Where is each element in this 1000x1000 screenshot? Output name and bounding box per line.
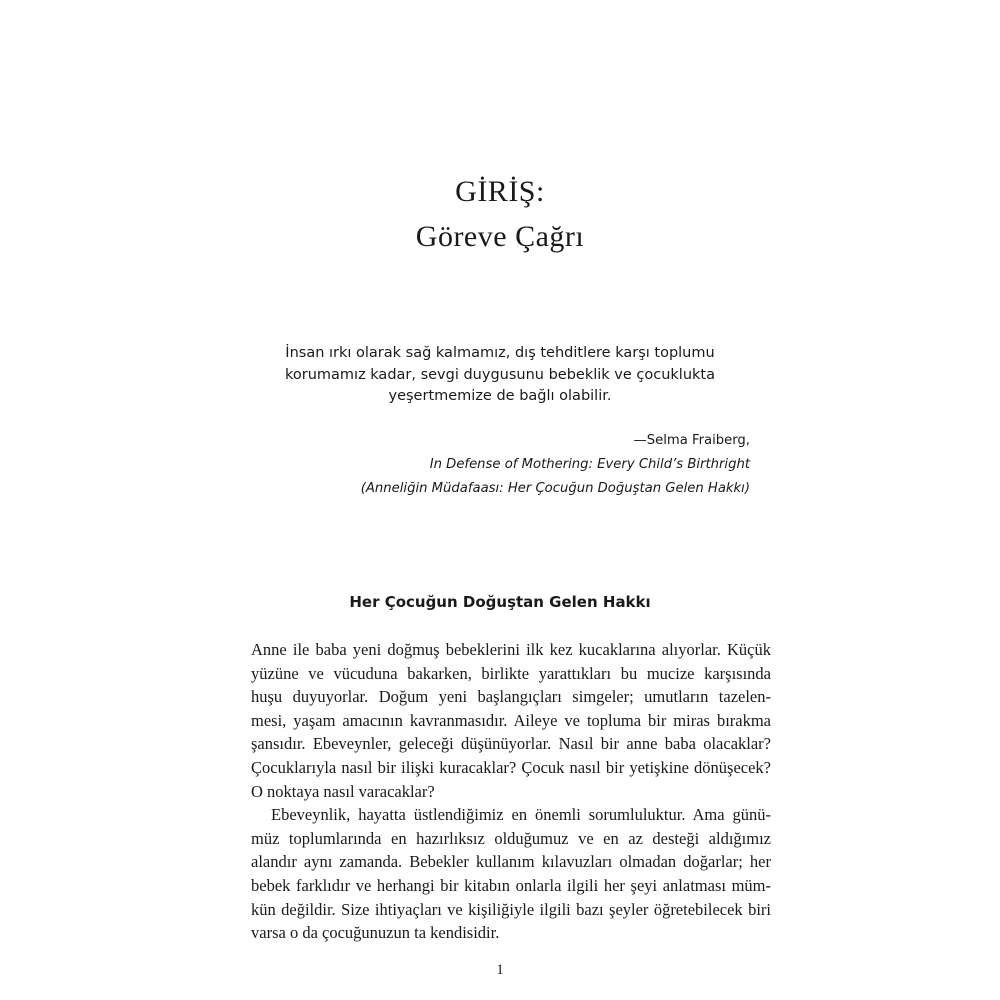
text-line: mesi, yaşam amacının kavranmasıdır. Aileye ve topluma bir miras bırakma — [251, 710, 771, 730]
text-line: yüzüne ve vücuduna bakarken, birlikte yarattıkları bu mucize karşısında — [251, 663, 771, 683]
page-number: 1 — [496, 962, 504, 978]
attribution-book-title-translation: (Anneliğin Müdafaası: Her Çocuğun Doğuştan Gelen Hakkı) — [360, 481, 750, 496]
text-line: Ebeveynlik, hayatta üstlendiğimiz en önemli sorumluluktur. Ama günü- — [271, 805, 771, 825]
epigraph-line: korumamız kadar, sevgi duygusunu bebeklik ve çocuklukta — [285, 366, 715, 383]
attribution-author: —Selma Fraiberg, — [633, 433, 750, 448]
section-heading: Her Çocuğun Doğuştan Gelen Hakkı — [349, 593, 651, 611]
text-line: O noktaya nasıl varacaklar? — [251, 781, 435, 801]
text-line: Çocuklarıyla nasıl bir ilişki kuracaklar? Çocuk nasıl bir yetişkine dönüşecek? — [251, 757, 771, 777]
paragraph-2 — [251, 803, 771, 945]
chapter-title-line-2: Göreve Çağrı — [415, 220, 585, 253]
epigraph-attribution — [361, 429, 750, 501]
text-line: şansıdır. Ebeveynler, geleceği düşünüyorlar. Nasıl bir anne baba olacaklar? — [251, 734, 771, 754]
text-line: varsa o da çocuğunuzun ta kendisidir. — [251, 923, 500, 943]
epigraph-line: yeşertmemize de bağlı olabilir. — [388, 388, 612, 404]
text-line: huşu duyuyorlar. Doğum yeni başlangıçları simgeler; umutların tazelen- — [251, 687, 771, 707]
text-line: alandır aynı zamanda. Bebekler kullanım kılavuzları olmadan doğarlar; her — [251, 852, 771, 872]
text-line: kün değildir. Size ihtiyaçları ve kişiliğiyle ilgili bazı şeyler öğretebilecek biri — [251, 899, 771, 919]
paragraph-1 — [251, 638, 771, 803]
epigraph-quote — [250, 343, 750, 408]
epigraph-line: İnsan ırkı olarak sağ kalmamız, dış tehditlere karşı toplumu — [285, 345, 715, 361]
text-line: bebek farklıdır ve herhangi bir kitabın onlarla ilgili her şeyi anlatması müm- — [251, 875, 771, 895]
text-line: müz toplumlarında en hazırlıksız olduğumuz ve en az desteği aldığımız — [251, 828, 771, 848]
chapter-title-line-1: GİRİŞ: — [455, 175, 545, 208]
body-text — [251, 638, 771, 945]
attribution-book-title: In Defense of Mothering: Every Child’s Birthright — [429, 457, 750, 472]
text-line: Anne ile baba yeni doğmuş bebeklerini ilk kez kucaklarına alıyorlar. Küçük — [251, 640, 771, 659]
